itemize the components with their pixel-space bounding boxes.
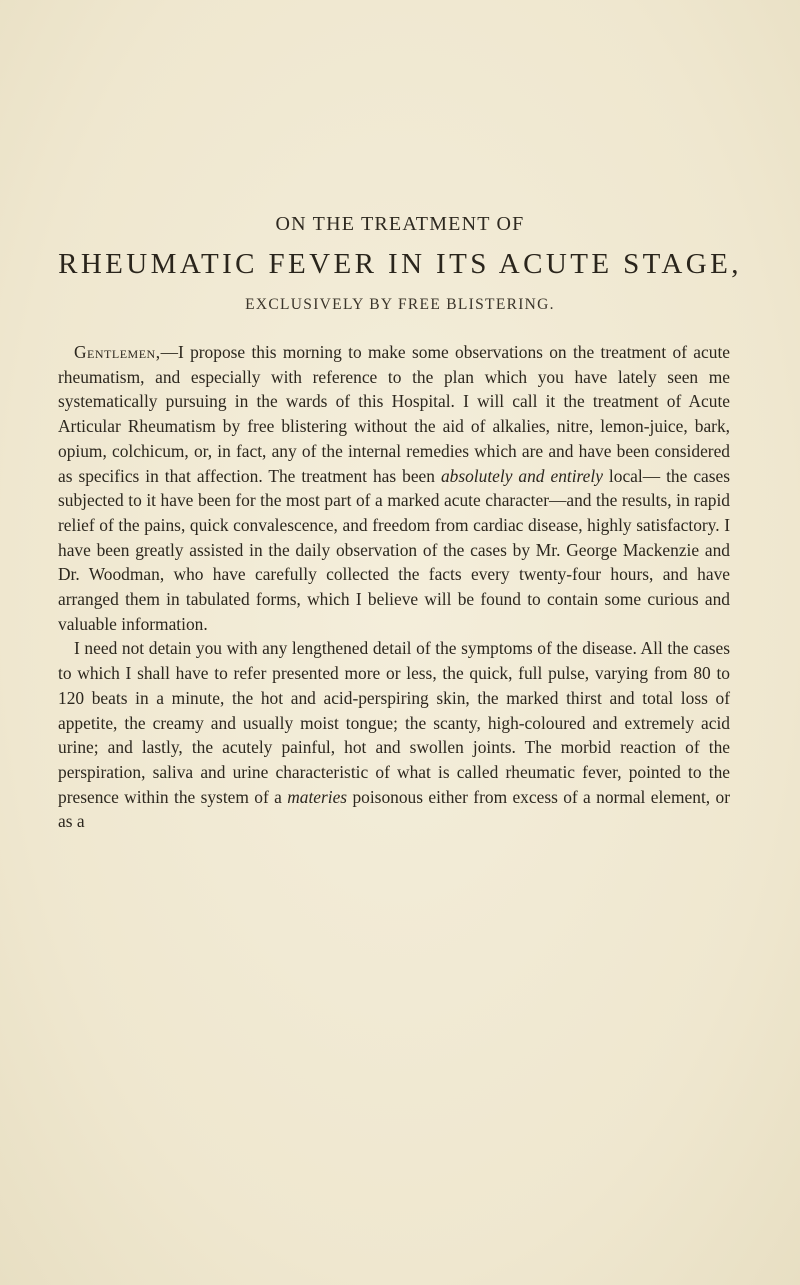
paragraph-1 [58,340,730,636]
heading-line-1: ON THE TREATMENT OF [275,213,525,235]
paragraph-2 [58,636,730,834]
paragraph-1-text-a: —I propose this morning to make some observations on the treatment of acute rheumatism, and especially with reference to the plan which you have lately seen me systematically pursuing in the wards of this Hospital. I will call it the treatment of Acute Articular Rheumatism by free blistering without the aid of alkalies, nitre, lemon-juice, bark, opium, colchicum, or, in fact, any of the internal remedies which are and have been considered as specifics in that affection. The treatment has been [58,342,730,486]
heading-title: RHEUMATIC FEVER IN ITS ACUTE STAGE, [58,248,742,280]
paragraph-1-emphasis: absolutely and entirely [440,465,603,486]
body-text [58,340,730,834]
salutation: Gentlemen, [74,342,161,362]
paragraph-2-text-b: poisonous either from excess of a normal element, or as a [58,786,730,832]
paragraph-2-emphasis: materies [287,786,348,807]
paragraph-1-text-b: local— the cases subjected to it have been for the most part of a marked acute character—and the results, in rapid relief of the pains, quick convalescence, and freedom from cardiac disease, highly satisfactory. I have been greatly assisted in the daily observation of the cases by Mr. George Mackenzie and Dr. Woodman, who have carefully collected the facts every twenty-four hours, and have arranged them in tabulated forms, which I believe will be found to contain some curious and valuable information. [58,465,731,634]
heading-subtitle: EXCLUSIVELY BY FREE BLISTERING. [245,296,555,313]
paragraph-2-text-a: I need not detain you with any lengthened detail of the symptoms of the disease. All the cases to which I shall have to refer presented more or less, the quick, full pulse, varying from 80 to 120 beats in a minute, the hot and acid-perspiring skin, the marked thirst and total loss of appetite, the creamy and usually moist tongue; the scanty, high-coloured and extremely acid urine; and lastly, the acutely painful, hot and swollen joints. The morbid reaction of the perspiration, saliva and urine characteristic of what is called rheumatic fever, pointed to the presence within the system of a [58,638,730,807]
